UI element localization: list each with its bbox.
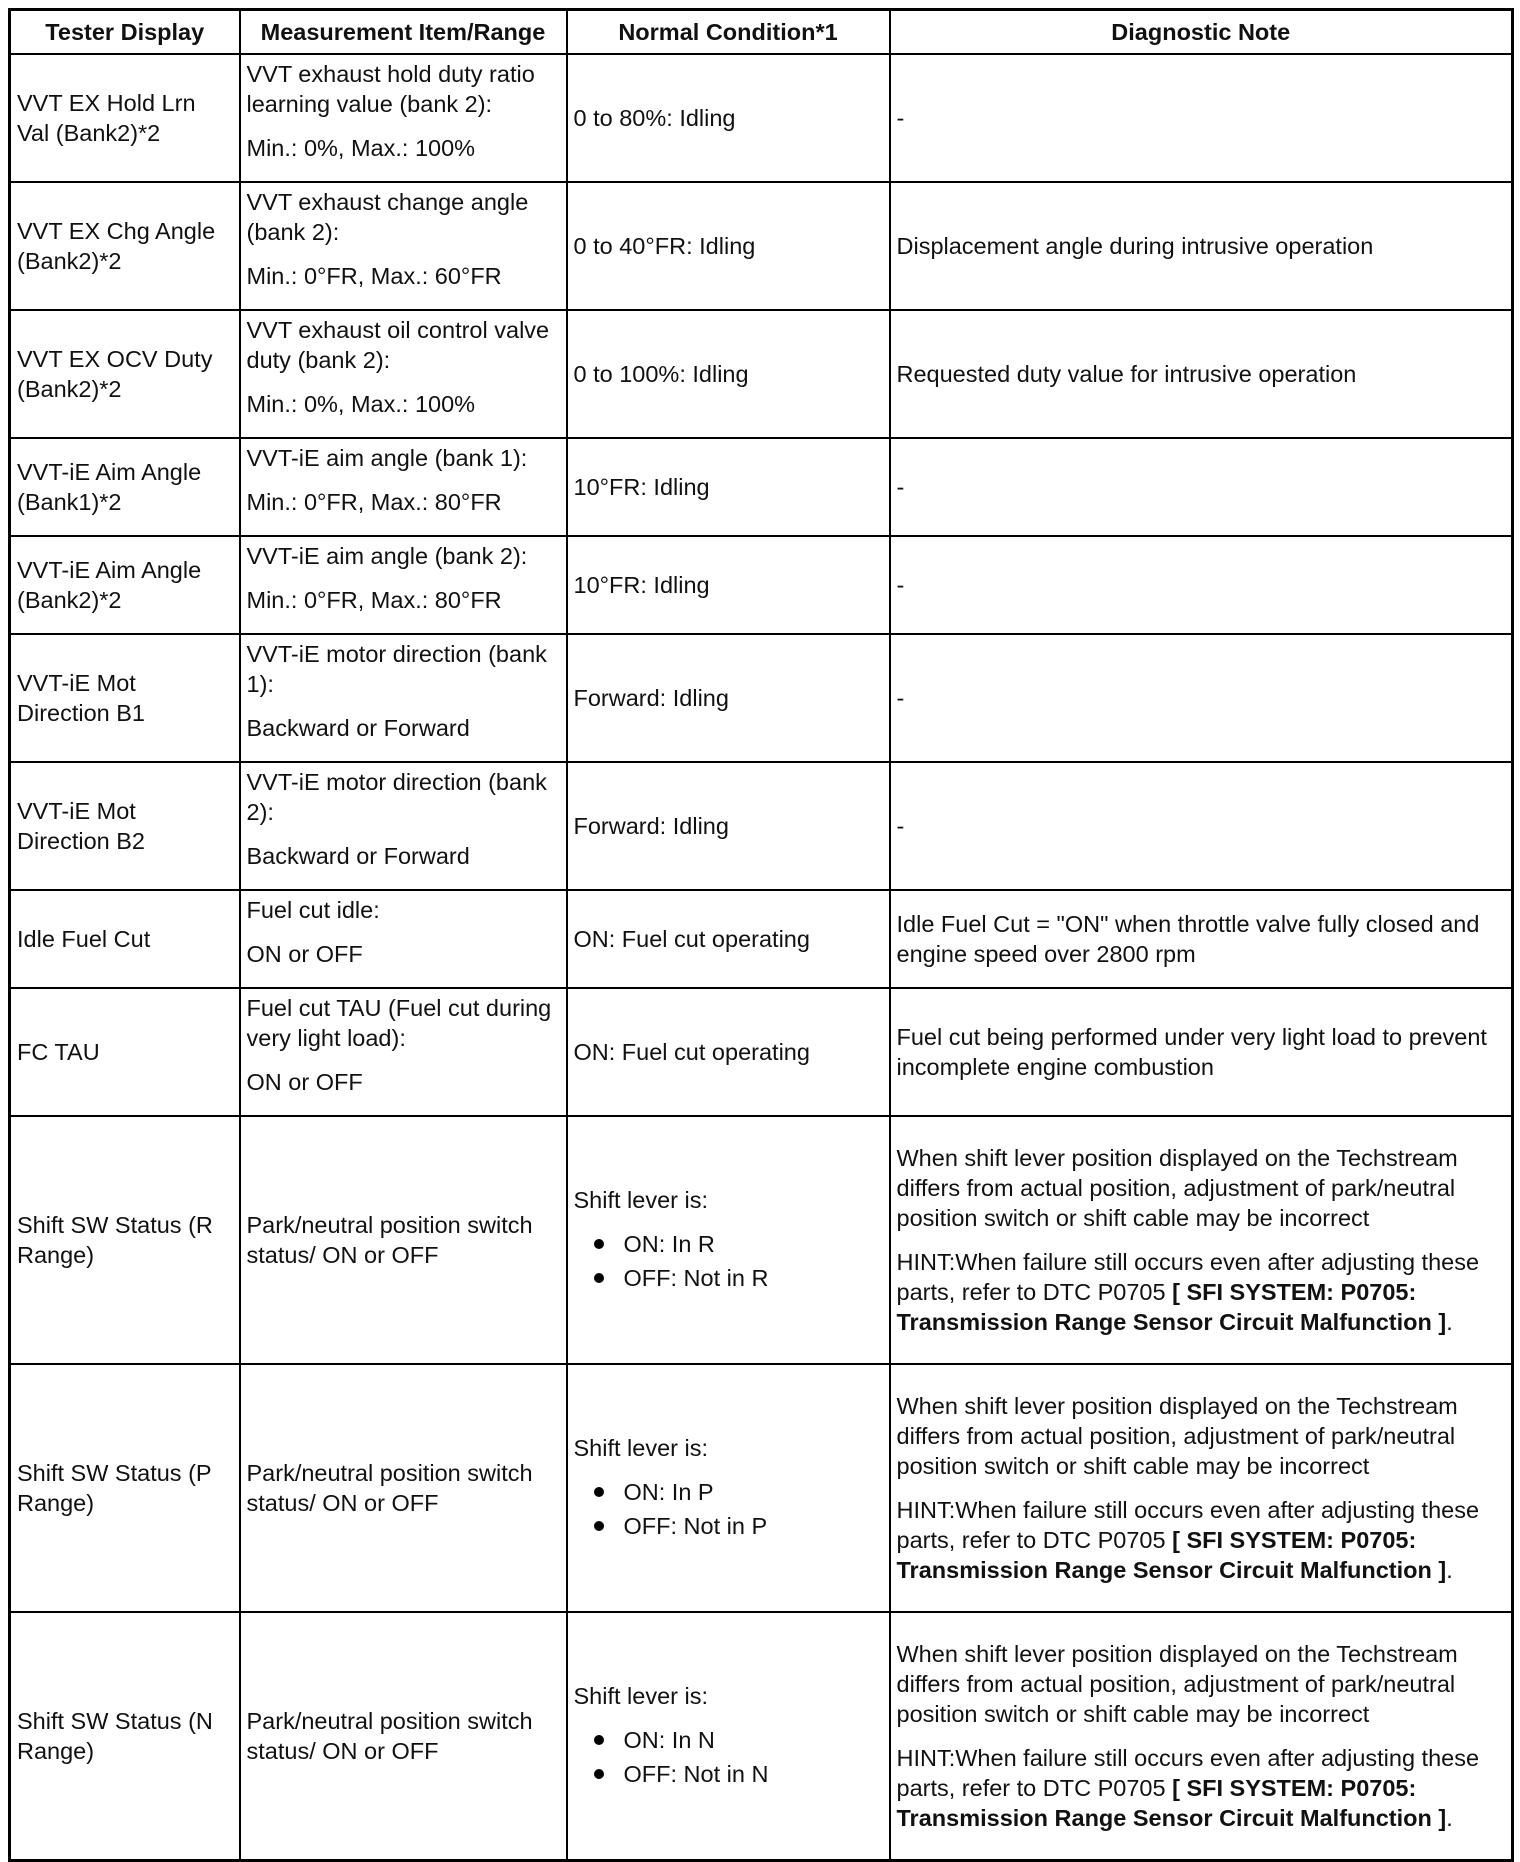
- normal-condition-cell: 10°FR: Idling: [567, 438, 890, 536]
- list-item: [594, 1261, 883, 1295]
- measurement-range: Min.: 0°FR, Max.: 60°FR: [246, 263, 502, 289]
- note-main-text: When shift lever position displayed on the Techstream differs from actual position, adjustment of park/neutral position switch or shift cable may be incorrect: [896, 1145, 1458, 1231]
- measurement-item: VVT-iE motor direction (bank 1):: [246, 641, 547, 697]
- header-diagnostic-note: Diagnostic Note: [890, 10, 1513, 55]
- measurement-range: ON or OFF: [246, 1069, 363, 1095]
- measurement-range: Min.: 0%, Max.: 100%: [246, 135, 476, 161]
- header-tester-display: Tester Display: [10, 10, 240, 55]
- tester-display-cell: VVT-iE Mot Direction B2: [10, 762, 240, 890]
- dtc-reference-link[interactable]: [ SFI SYSTEM: P0705: Transmission Range Sensor Circuit Malfunction ]: [896, 1279, 1447, 1335]
- header-measurement-item: Measurement Item/Range: [240, 10, 567, 55]
- list-item: [594, 1475, 883, 1509]
- list-item: [594, 1723, 883, 1757]
- table-row: [10, 1364, 1513, 1612]
- hint-end: .: [1446, 1309, 1453, 1335]
- hint-paragraph: [897, 1495, 1506, 1585]
- diagnostic-note-cell: Idle Fuel Cut = "ON" when throttle valve fully closed and engine speed over 2800 rpm: [890, 890, 1513, 988]
- tester-display-cell: VVT EX Chg Angle (Bank2)*2: [10, 182, 240, 310]
- measurement-item: Fuel cut idle:: [246, 897, 380, 923]
- diagnostic-note-cell: Requested duty value for intrusive operation: [890, 310, 1513, 438]
- condition-list: [574, 1723, 883, 1791]
- table-row: [10, 1612, 1513, 1860]
- normal-condition-cell: ON: Fuel cut operating: [567, 988, 890, 1116]
- measurement-cell: Park/neutral position switch status/ ON or OFF: [240, 1612, 567, 1860]
- tester-display-cell: VVT EX OCV Duty (Bank2)*2: [10, 310, 240, 438]
- list-item: [594, 1227, 883, 1261]
- normal-condition-cell: Forward: Idling: [567, 762, 890, 890]
- measurement-range: Min.: 0°FR, Max.: 80°FR: [246, 489, 502, 515]
- tester-display-cell: VVT EX Hold Lrn Val (Bank2)*2: [10, 54, 240, 182]
- measurement-range: Backward or Forward: [246, 843, 470, 869]
- table-row: [10, 438, 1513, 536]
- table-row: [10, 762, 1513, 890]
- measurement-cell: [240, 634, 567, 762]
- measurement-cell: [240, 310, 567, 438]
- hint-paragraph: [897, 1743, 1506, 1833]
- tester-display-cell: VVT-iE Aim Angle (Bank1)*2: [10, 438, 240, 536]
- diagnostic-note-cell: -: [890, 634, 1513, 762]
- normal-condition-cell: 0 to 100%: Idling: [567, 310, 890, 438]
- measurement-cell: [240, 536, 567, 634]
- hint-text: HINT:When failure still occurs even after adjusting these parts, refer to DTC P0705: [896, 1497, 1480, 1553]
- normal-condition-cell: [567, 1364, 890, 1612]
- normal-condition-intro: Shift lever is:: [573, 1682, 709, 1709]
- table-header-row: [10, 10, 1513, 55]
- normal-condition-intro: Shift lever is:: [573, 1435, 709, 1461]
- bullet-text: ON: In P: [623, 1479, 714, 1505]
- list-item: [594, 1757, 883, 1791]
- tester-display-cell: Shift SW Status (R Range): [10, 1116, 240, 1364]
- normal-condition-cell: [567, 1116, 890, 1364]
- normal-condition-intro: Shift lever is:: [573, 1187, 709, 1213]
- measurement-cell: [240, 988, 567, 1116]
- data-list-table: [8, 8, 1514, 1862]
- bullet-icon: [594, 1487, 604, 1497]
- normal-condition-cell: 0 to 40°FR: Idling: [567, 182, 890, 310]
- measurement-cell: Park/neutral position switch status/ ON or OFF: [240, 1116, 567, 1364]
- table-row: [10, 634, 1513, 762]
- diagnostic-note-cell: -: [890, 54, 1513, 182]
- dtc-reference-link[interactable]: [ SFI SYSTEM: P0705: Transmission Range Sensor Circuit Malfunction ]: [896, 1527, 1447, 1583]
- hint-text: HINT:When failure still occurs even after adjusting these parts, refer to DTC P0705: [896, 1744, 1480, 1801]
- measurement-range: Backward or Forward: [246, 715, 470, 741]
- tester-display-cell: Shift SW Status (N Range): [10, 1612, 240, 1860]
- measurement-cell: [240, 890, 567, 988]
- diagnostic-note-cell: Fuel cut being performed under very light load to prevent incomplete engine combustion: [890, 988, 1513, 1116]
- table-row: [10, 54, 1513, 182]
- diagnostic-note-cell: -: [890, 762, 1513, 890]
- table-row: [10, 1116, 1513, 1364]
- diagnostic-note-cell: Displacement angle during intrusive operation: [890, 182, 1513, 310]
- table-row: [10, 536, 1513, 634]
- measurement-item: Fuel cut TAU (Fuel cut during very light load):: [246, 995, 552, 1051]
- bullet-icon: [594, 1239, 604, 1249]
- hint-paragraph: [897, 1247, 1506, 1337]
- measurement-cell: [240, 54, 567, 182]
- tester-display-cell: VVT-iE Aim Angle (Bank2)*2: [10, 536, 240, 634]
- bullet-icon: [594, 1769, 604, 1779]
- measurement-item: VVT-iE motor direction (bank 2):: [246, 769, 547, 825]
- condition-list: [574, 1475, 883, 1543]
- tester-display-cell: Shift SW Status (P Range): [10, 1364, 240, 1612]
- bullet-text: OFF: Not in R: [623, 1265, 769, 1291]
- hint-text: HINT:When failure still occurs even after adjusting these parts, refer to DTC P0705: [896, 1249, 1480, 1305]
- measurement-item: VVT exhaust oil control valve duty (bank 2):: [246, 317, 550, 373]
- normal-condition-cell: [567, 1612, 890, 1860]
- tester-display-cell: VVT-iE Mot Direction B1: [10, 634, 240, 762]
- header-normal-condition: Normal Condition*1: [567, 10, 890, 55]
- measurement-item: VVT-iE aim angle (bank 1):: [246, 445, 528, 471]
- diagnostic-note-cell: [890, 1612, 1513, 1860]
- bullet-text: OFF: Not in P: [623, 1513, 768, 1539]
- note-main-text: When shift lever position displayed on the Techstream differs from actual position, adjustment of park/neutral position switch or shift cable may be incorrect: [896, 1640, 1458, 1727]
- bullet-text: OFF: Not in N: [623, 1760, 769, 1787]
- condition-list: [574, 1227, 883, 1295]
- tester-display-cell: Idle Fuel Cut: [10, 890, 240, 988]
- measurement-cell: Park/neutral position switch status/ ON or OFF: [240, 1364, 567, 1612]
- bullet-icon: [594, 1521, 604, 1531]
- diagnostic-note-cell: [890, 1116, 1513, 1364]
- bullet-text: ON: In N: [623, 1726, 715, 1753]
- measurement-cell: [240, 182, 567, 310]
- normal-condition-cell: 10°FR: Idling: [567, 536, 890, 634]
- table-row: [10, 988, 1513, 1116]
- measurement-item: VVT exhaust change angle (bank 2):: [246, 189, 529, 245]
- normal-condition-cell: Forward: Idling: [567, 634, 890, 762]
- tester-display-cell: FC TAU: [10, 988, 240, 1116]
- diagnostic-note-cell: -: [890, 536, 1513, 634]
- table-row: [10, 310, 1513, 438]
- diagnostic-note-cell: -: [890, 438, 1513, 536]
- dtc-reference-link[interactable]: [ SFI SYSTEM: P0705: Transmission Range Sensor Circuit Malfunction ]: [896, 1774, 1447, 1831]
- note-main-text: When shift lever position displayed on the Techstream differs from actual position, adjustment of park/neutral position switch or shift cable may be incorrect: [896, 1393, 1458, 1479]
- list-item: [594, 1509, 883, 1543]
- measurement-range: ON or OFF: [246, 941, 363, 967]
- diagnostic-data-sheet: [8, 8, 1511, 1862]
- bullet-icon: [594, 1273, 604, 1283]
- bullet-text: ON: In R: [623, 1231, 715, 1257]
- normal-condition-cell: ON: Fuel cut operating: [567, 890, 890, 988]
- measurement-item: VVT-iE aim angle (bank 2):: [246, 543, 528, 569]
- diagnostic-note-cell: [890, 1364, 1513, 1612]
- measurement-range: Min.: 0°FR, Max.: 80°FR: [246, 587, 502, 613]
- measurement-cell: [240, 762, 567, 890]
- table-row: [10, 890, 1513, 988]
- measurement-range: Min.: 0%, Max.: 100%: [246, 391, 476, 417]
- table-row: [10, 182, 1513, 310]
- bullet-icon: [594, 1735, 604, 1745]
- measurement-cell: [240, 438, 567, 536]
- normal-condition-cell: 0 to 80%: Idling: [567, 54, 890, 182]
- measurement-item: VVT exhaust hold duty ratio learning value (bank 2):: [246, 61, 535, 117]
- hint-end: .: [1446, 1804, 1453, 1831]
- hint-end: .: [1446, 1557, 1453, 1583]
